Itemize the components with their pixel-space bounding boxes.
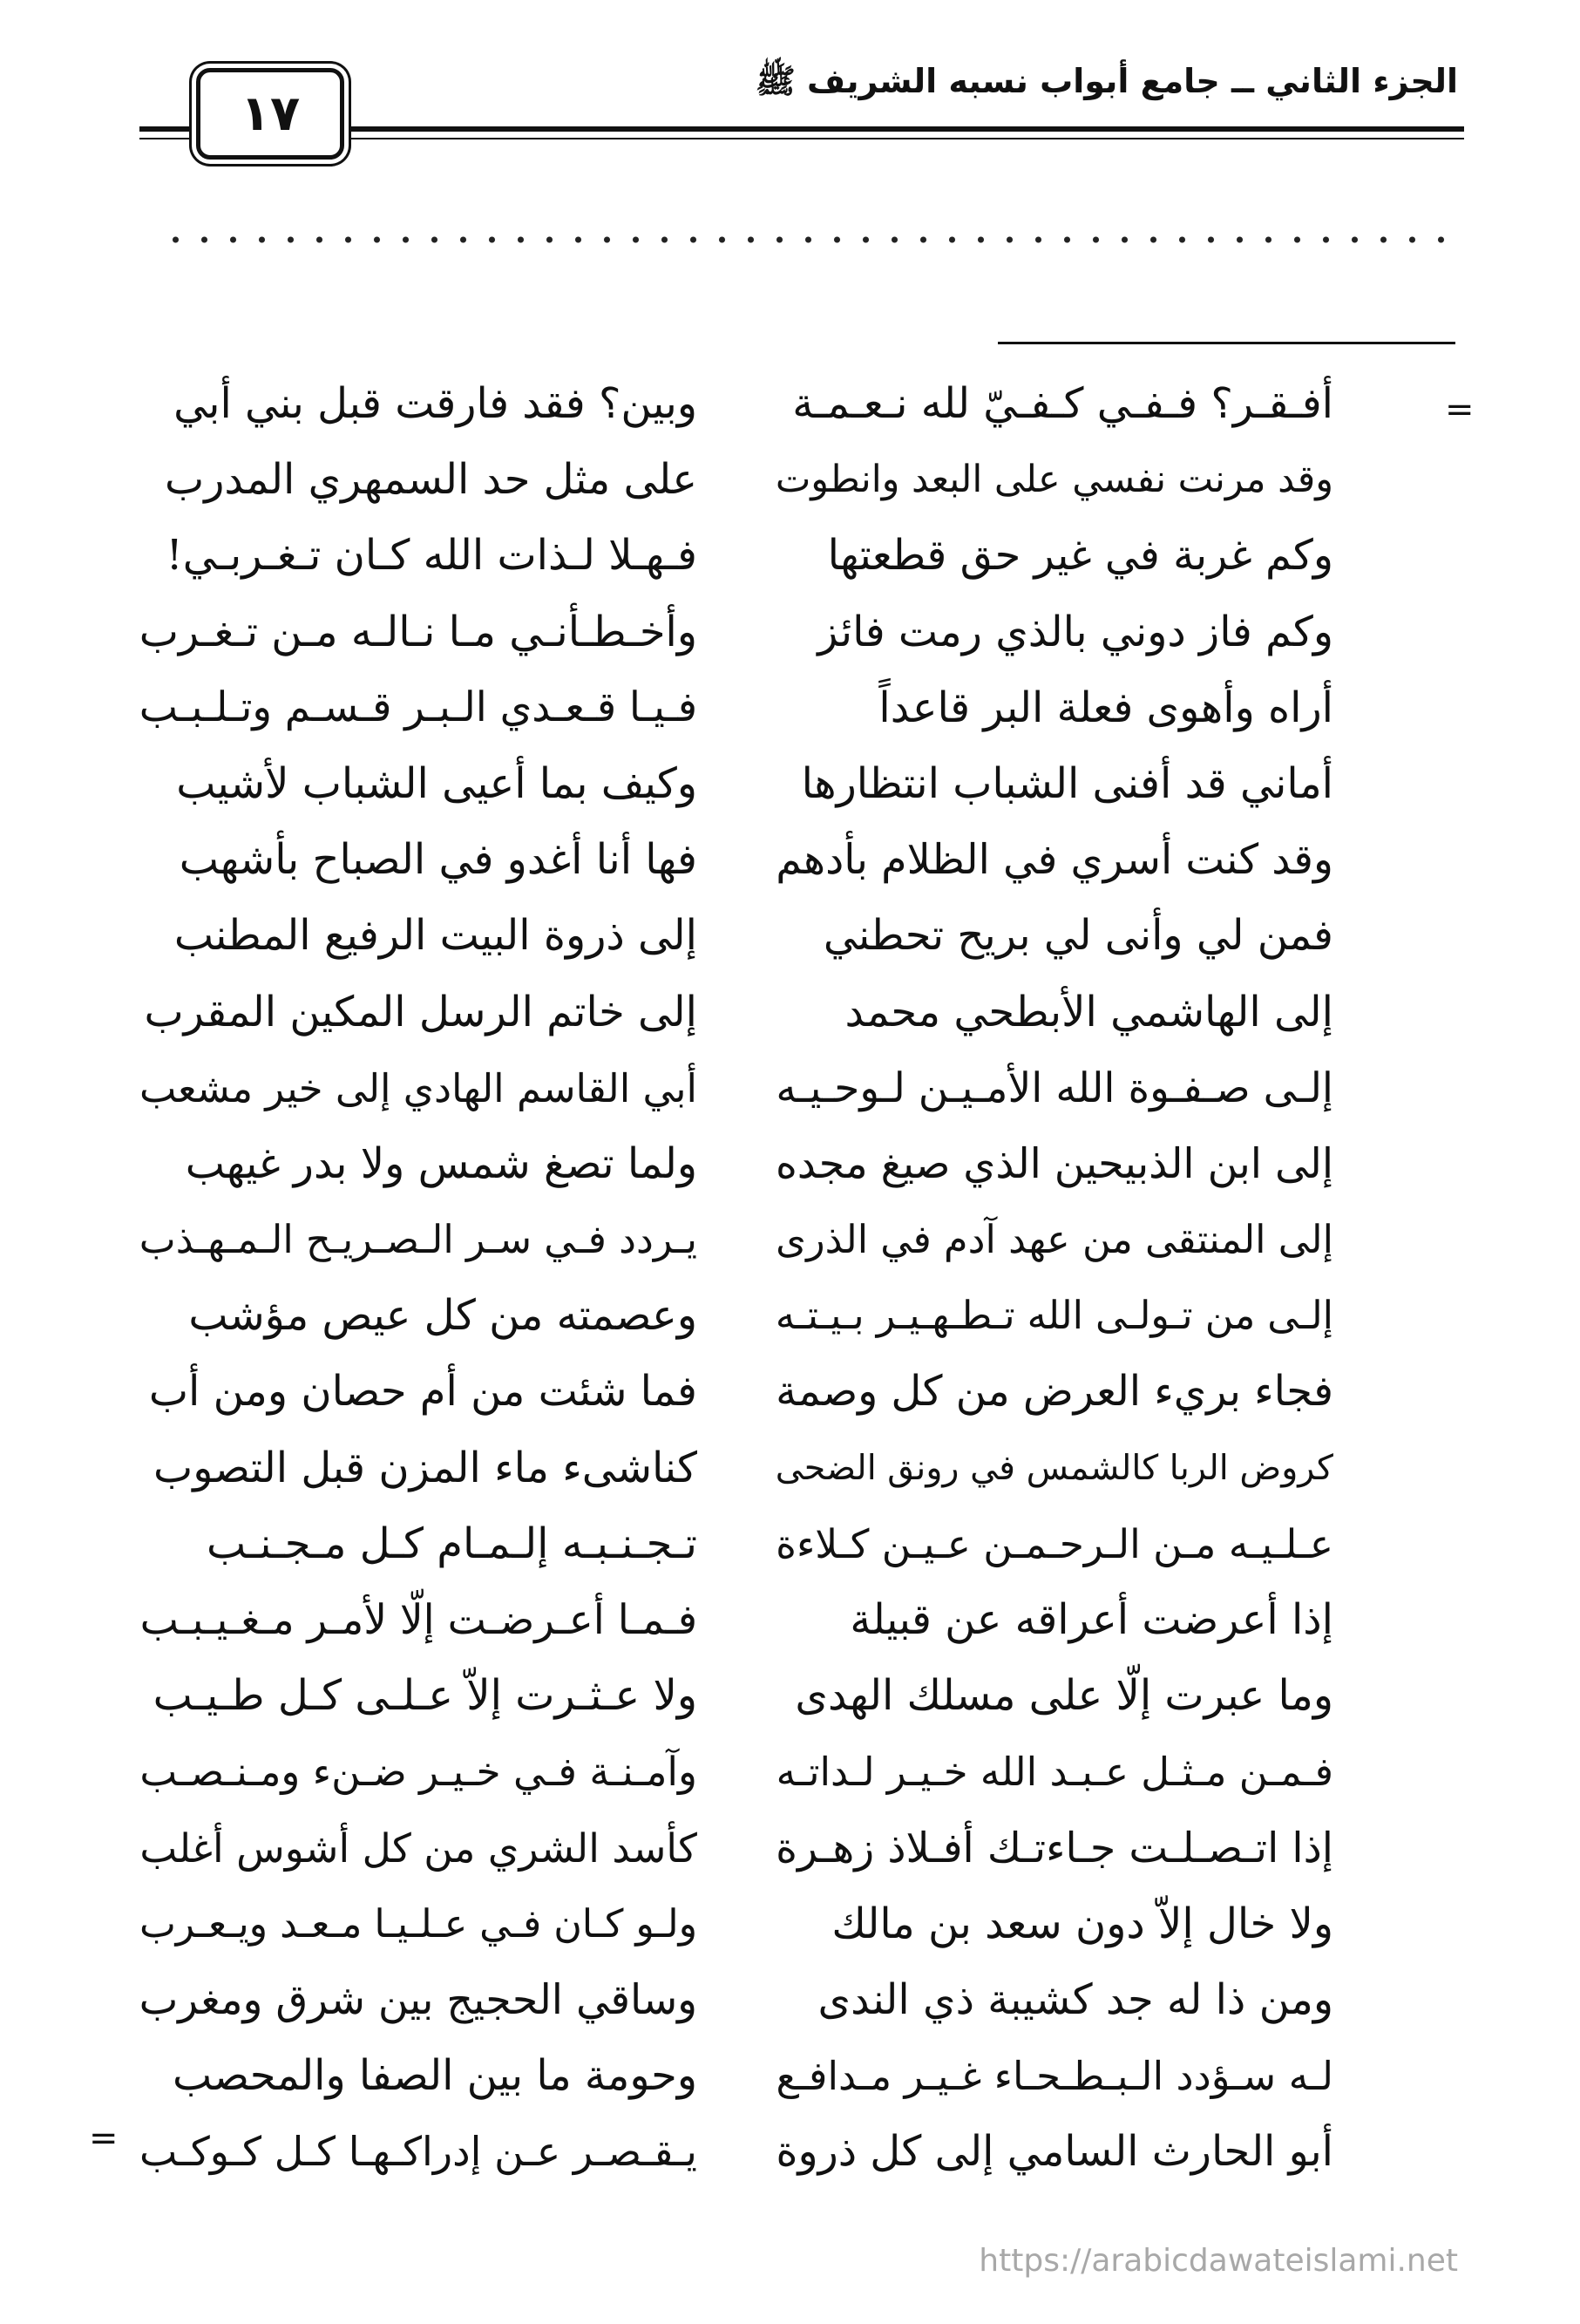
verse-line: وما عبرت إلّا على مسلك الهدى [795,1671,1333,1721]
verse-line: فها أنا أغدو في الصباح بأشهب [179,835,697,885]
verse-line: أبي القاسم الهادي إلى خير مشعب [139,1064,697,1111]
verse-line: تـجـنـبـه إلـمـام كـل مـجـنـب [206,1519,697,1568]
verse-line: فـهـلا لـذات الله كـان تـغـربـي! [166,531,697,581]
verse-line: وكم غربة في غير حق قطعتها [827,531,1333,581]
verse-line: وبين؟ فقد فارقت قبل بني أبي [173,379,697,428]
verse-line: ولـو كـان فـي عـلـيـا مـعـد ويـعـرب [139,1901,697,1947]
verse-line: أماني قد أفنى الشباب انتظارها [801,758,1333,808]
verse-line: أبو الحارث السامي إلى كل ذروة [776,2128,1333,2177]
verse-line: أراه وأهوى فعلة البر قاعداً [878,683,1333,732]
verse-line: وقد مرنت نفسي على البعد وانطوت [776,458,1333,502]
verse-line: لـه سـؤدد الـبـطـحـاء غـيـر مـدافـع [776,2053,1333,2100]
verse-line: ولا عـثـرت إلاّ عـلـى كـل طـيـب [153,1671,697,1721]
verse-line: أفـقـر؟ فـفـي كـفـيّ لله نـعـمـة [792,379,1333,428]
verse-line: فجاء بريء العرض من كل وصمة [776,1368,1333,1417]
verse-line: على مثل حد السمهري المدرب [165,455,697,505]
verse-line: إلى المنتقى من عهد آدم في الذرى [776,1217,1333,1263]
dotted-separator [161,234,1451,246]
verse-line: عـلـيـه مـن الـرحـمـن عـيـن كـلاءة [776,1520,1333,1567]
verse-line: إذا اتـصـلـت جـاءتـك أفـلاذ زهـرة [776,1824,1333,1872]
watermark-url: https://arabicdawateislami.net [979,2243,1458,2279]
verse-line: إلى الهاشمي الأبطحي محمد [844,987,1333,1036]
verse-line: وأخـطـأنـي مـا نـالـه مـن تـغـرب [139,607,697,656]
poem-left-column [139,366,697,2191]
verse-line: كروض الربا كالشمس في رونق الضحى [776,1447,1333,1488]
footnote-rule [998,342,1455,344]
verse-line: إلى ذروة البيت الرفيع المطنب [173,911,697,961]
verse-line: فـمـا أعـرضـت إلّا لأمـر مـغـيـبـب [139,1596,697,1644]
verse-line: وعصمته من كل عيص مؤشب [188,1291,697,1341]
verse-line: فـمـن مـثـل عـبـد الله خـيـر لـداتـه [776,1749,1333,1796]
verse-line: فما شئت من أم حصان ومن أب [148,1367,697,1417]
verse-line: إلى ابن الذبيحين الذي صيغ مجده [776,1139,1333,1188]
verse-line: وآمـنـة فـي خـيـر ضـنء ومـنـصـب [139,1749,697,1796]
verse-line: يـردد فـي سـر الـصـريـح الـمـهـذب [139,1217,697,1263]
verse-line: يـقـصـر عـن إدراكـهـا كـل كـوكـب [139,2128,697,2176]
verse-line: ولا خال إلاّ دون سعد بن مالك [831,1899,1333,1948]
verse-line: إلى خاتم الرسل المكين المقرب [144,987,697,1036]
verse-line: وكم فاز دوني بالذي رمت فائز [817,607,1333,656]
running-header: الجزء الثاني ــ جامع أبواب نسبه الشريف ﷺ [755,62,1458,100]
verse-line: ومن ذا له جد كشيبة ذي الندى [817,1974,1333,2024]
continuation-mark-right: = [1445,390,1475,430]
verse-line: ولما تصغ شمس ولا بدر غيهب [185,1138,697,1188]
verse-line: إلـى من تـولـى الله تـطـهـيـر بـيـتـه [776,1294,1333,1339]
verse-line: وكيف بما أعيى الشباب لأشيب [176,758,697,808]
page-number-box [196,68,344,160]
page-number: ١٧ [240,85,301,142]
verse-line: كأسد الشري من كل أشوس أغلب [139,1825,697,1872]
continuation-mark-left: = [89,2118,119,2158]
verse-line: إلـى صـفـوة الله الأمـيـن لـوحـيـه [776,1063,1333,1112]
verse-line: إذا أعرضت أعراقه عن قبيلة [850,1595,1333,1644]
verse-line: وساقي الحجيج بين شرق ومغرب [139,1975,697,2024]
verse-line: وحومة ما بين الصفا والمحصب [173,2051,697,2101]
verse-line: فـيـا قـعـدي الـبـر قـسـم وتـلـبـب [139,683,697,731]
verse-line: وقد كنت أسري في الظلام بأدهم [776,836,1333,885]
verse-line: فمن لي وأنى لي بريح تحطني [823,911,1333,961]
poem-right-column [776,366,1333,2191]
verse-line: كناشىء ماء المزن قبل التصوب [153,1443,697,1492]
